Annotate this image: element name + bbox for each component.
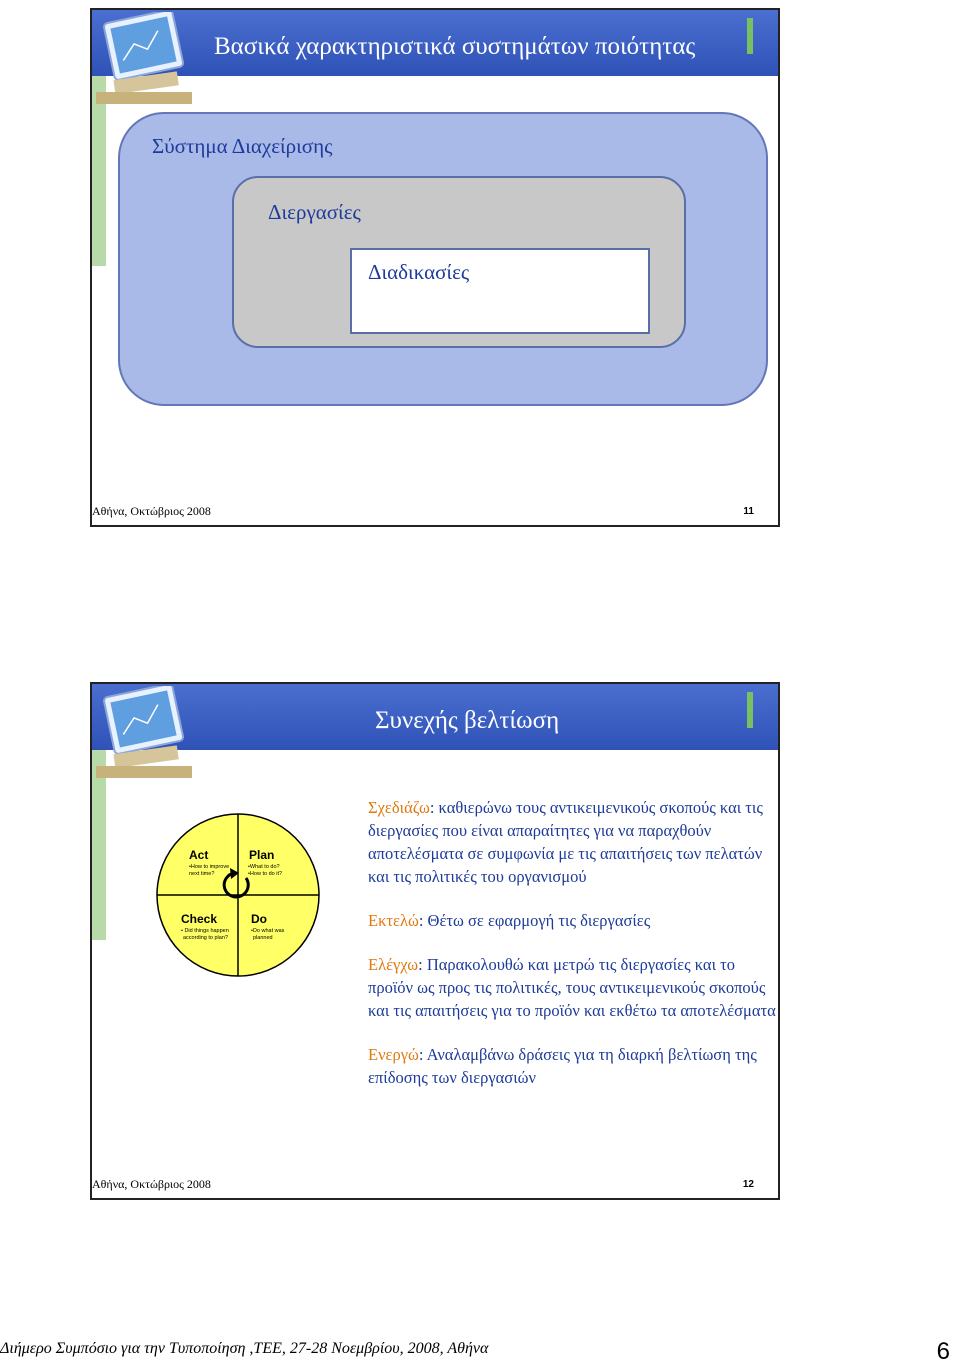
- pdca-act-line2: next time?: [189, 871, 215, 877]
- left-accent: [92, 76, 106, 266]
- slide-12: [90, 682, 780, 1200]
- check-keyword: Ελέγχω: [368, 955, 419, 974]
- plan-paragraph: [368, 796, 776, 888]
- left-accent: [92, 750, 106, 940]
- act-paragraph: [368, 1043, 776, 1089]
- slide-title: Βασικά χαρακτηριστικά συστημάτων ποιότητας: [214, 33, 696, 60]
- act-text: : Αναλαμβάνω δράσεις για τη διαρκή βελτίωση της επίδοσης των διεργασιών: [368, 1045, 757, 1087]
- do-text: : Θέτω σε εφαρμογή τις διεργασίες: [418, 911, 651, 930]
- act-keyword: Ενεργώ: [368, 1045, 419, 1064]
- pdca-plan-line2: •How to do it?: [248, 871, 283, 877]
- do-keyword: Εκτελώ: [368, 911, 419, 930]
- slide-title: Συνεχής βελτίωση: [375, 707, 560, 734]
- pdca-check-line1: • Did things happen: [181, 928, 229, 934]
- pdca-do-line1: •Do what was: [251, 928, 285, 934]
- page-number: 6: [936, 1338, 950, 1365]
- management-system-label: Σύστημα Διαχείρισης: [152, 134, 333, 158]
- page-footer: Διήμερο Συμπόσιο για την Τυποποίηση ,ΤΕΕ, 27-28 Νοεμβρίου, 2008, Αθήνα: [0, 1340, 489, 1357]
- slide-11: [90, 8, 780, 527]
- pdca-wheel: [155, 812, 321, 978]
- accent-bar: [747, 18, 753, 54]
- pdca-cycle: [155, 812, 321, 978]
- slide-number: 12: [742, 1179, 754, 1190]
- accent-bar: [747, 692, 753, 728]
- computer-screen-icon: [96, 12, 192, 104]
- plan-keyword: Σχεδιάζω: [368, 798, 430, 817]
- computer-screen-icon: [96, 686, 192, 778]
- processes-label: Διεργασίες: [268, 200, 361, 224]
- pdca-do-title: Do: [251, 912, 267, 926]
- plan-text: : καθιερώνω τους αντικειμενικούς σκοπούς και τις διεργασίες που είναι απαραίτητες για να παραχθούν αποτελέσματα σε συμφωνία με τις απαιτήσεις των πελατών και τις πολιτικές του οργανισμού: [368, 798, 763, 886]
- pdca-act-title: Act: [189, 848, 209, 862]
- pdca-act-line1: •How to improve: [189, 864, 230, 870]
- check-text: : Παρακολουθώ και μετρώ τις διεργασίες και το προϊόν ως προς τις πολιτικές, τους αντικειμενικούς σκοπούς και τις απαιτήσεις για το προϊόν και εκθέτω τα αποτελέσματα: [368, 955, 776, 1020]
- procedures-label: Διαδικασίες: [368, 260, 470, 284]
- do-paragraph: [368, 909, 776, 932]
- slide-footer: Αθήνα, Οκτώβριος 2008: [92, 1177, 211, 1191]
- pdca-check-line2: according to plan?: [183, 935, 228, 941]
- pdca-plan-title: Plan: [249, 848, 275, 862]
- slide-number: 11: [743, 506, 754, 517]
- slide-footer: Αθήνα, Οκτώβριος 2008: [92, 504, 211, 518]
- pdca-do-line2: planned: [253, 935, 273, 941]
- pdca-plan-line1: •What to do?: [248, 864, 280, 870]
- pdca-descriptions: [368, 796, 776, 1110]
- pdca-check-title: Check: [181, 912, 218, 926]
- check-paragraph: [368, 953, 776, 1022]
